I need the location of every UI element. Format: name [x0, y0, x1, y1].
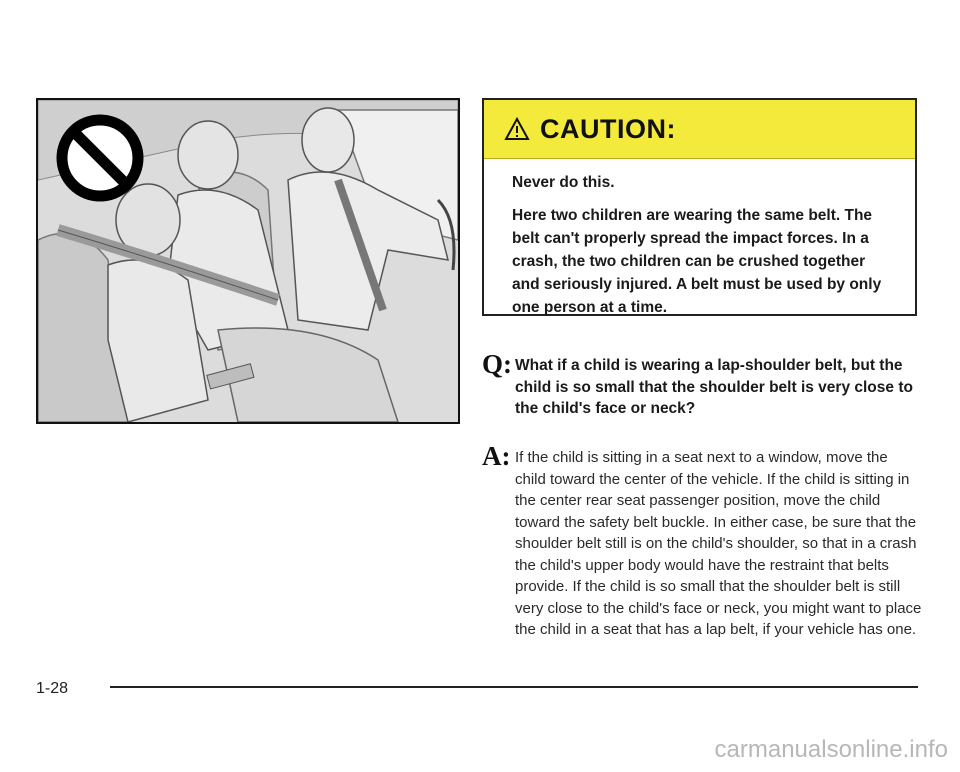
caution-line-2: Here two children are wearing the same belt. The belt can't properly spread the impact forces. In a crash, the two children can be crushed together and seriously injured. A belt must be used by only one person at a time. — [512, 207, 882, 316]
footer-rule — [110, 686, 918, 688]
answer-text: If the child is sitting in a seat next to a window, move the child toward the center of the vehicle. If the child is sitting in the center rear seat passenger position, move the child toward the safety belt buckle. In either case, be sure that the shoulder belt still is on the child's shoulder, so that in a crash the child's upper body would have the restraint that belts provide. If the child is so small that the shoulder belt is still very close to the child's face or neck, you might want to place the child in a seat that has a lap belt, if your vehicle has one. — [515, 449, 922, 638]
caution-line-1: Never do this. — [512, 174, 615, 191]
caution-box — [482, 98, 917, 316]
watermark: carmanualsonline.info — [714, 736, 948, 763]
warning-triangle-icon — [504, 117, 530, 141]
question-block — [482, 349, 922, 420]
prohibited-icon — [62, 120, 138, 196]
caution-body — [484, 159, 915, 319]
caution-title: CAUTION: — [540, 113, 676, 144]
illustration-two-children-one-belt — [36, 98, 460, 424]
answer-mark-label: A: — [482, 441, 511, 471]
car-interior-drawing — [38, 100, 458, 422]
page-number: 1-28 — [36, 680, 69, 697]
question-mark-label: Q: — [482, 349, 512, 379]
answer-block — [482, 441, 922, 641]
caution-header — [484, 100, 915, 159]
question-text: What if a child is wearing a lap-shoulder belt, but the child is so small that the shoulder belt is very close to the child's face or neck? — [515, 357, 913, 417]
